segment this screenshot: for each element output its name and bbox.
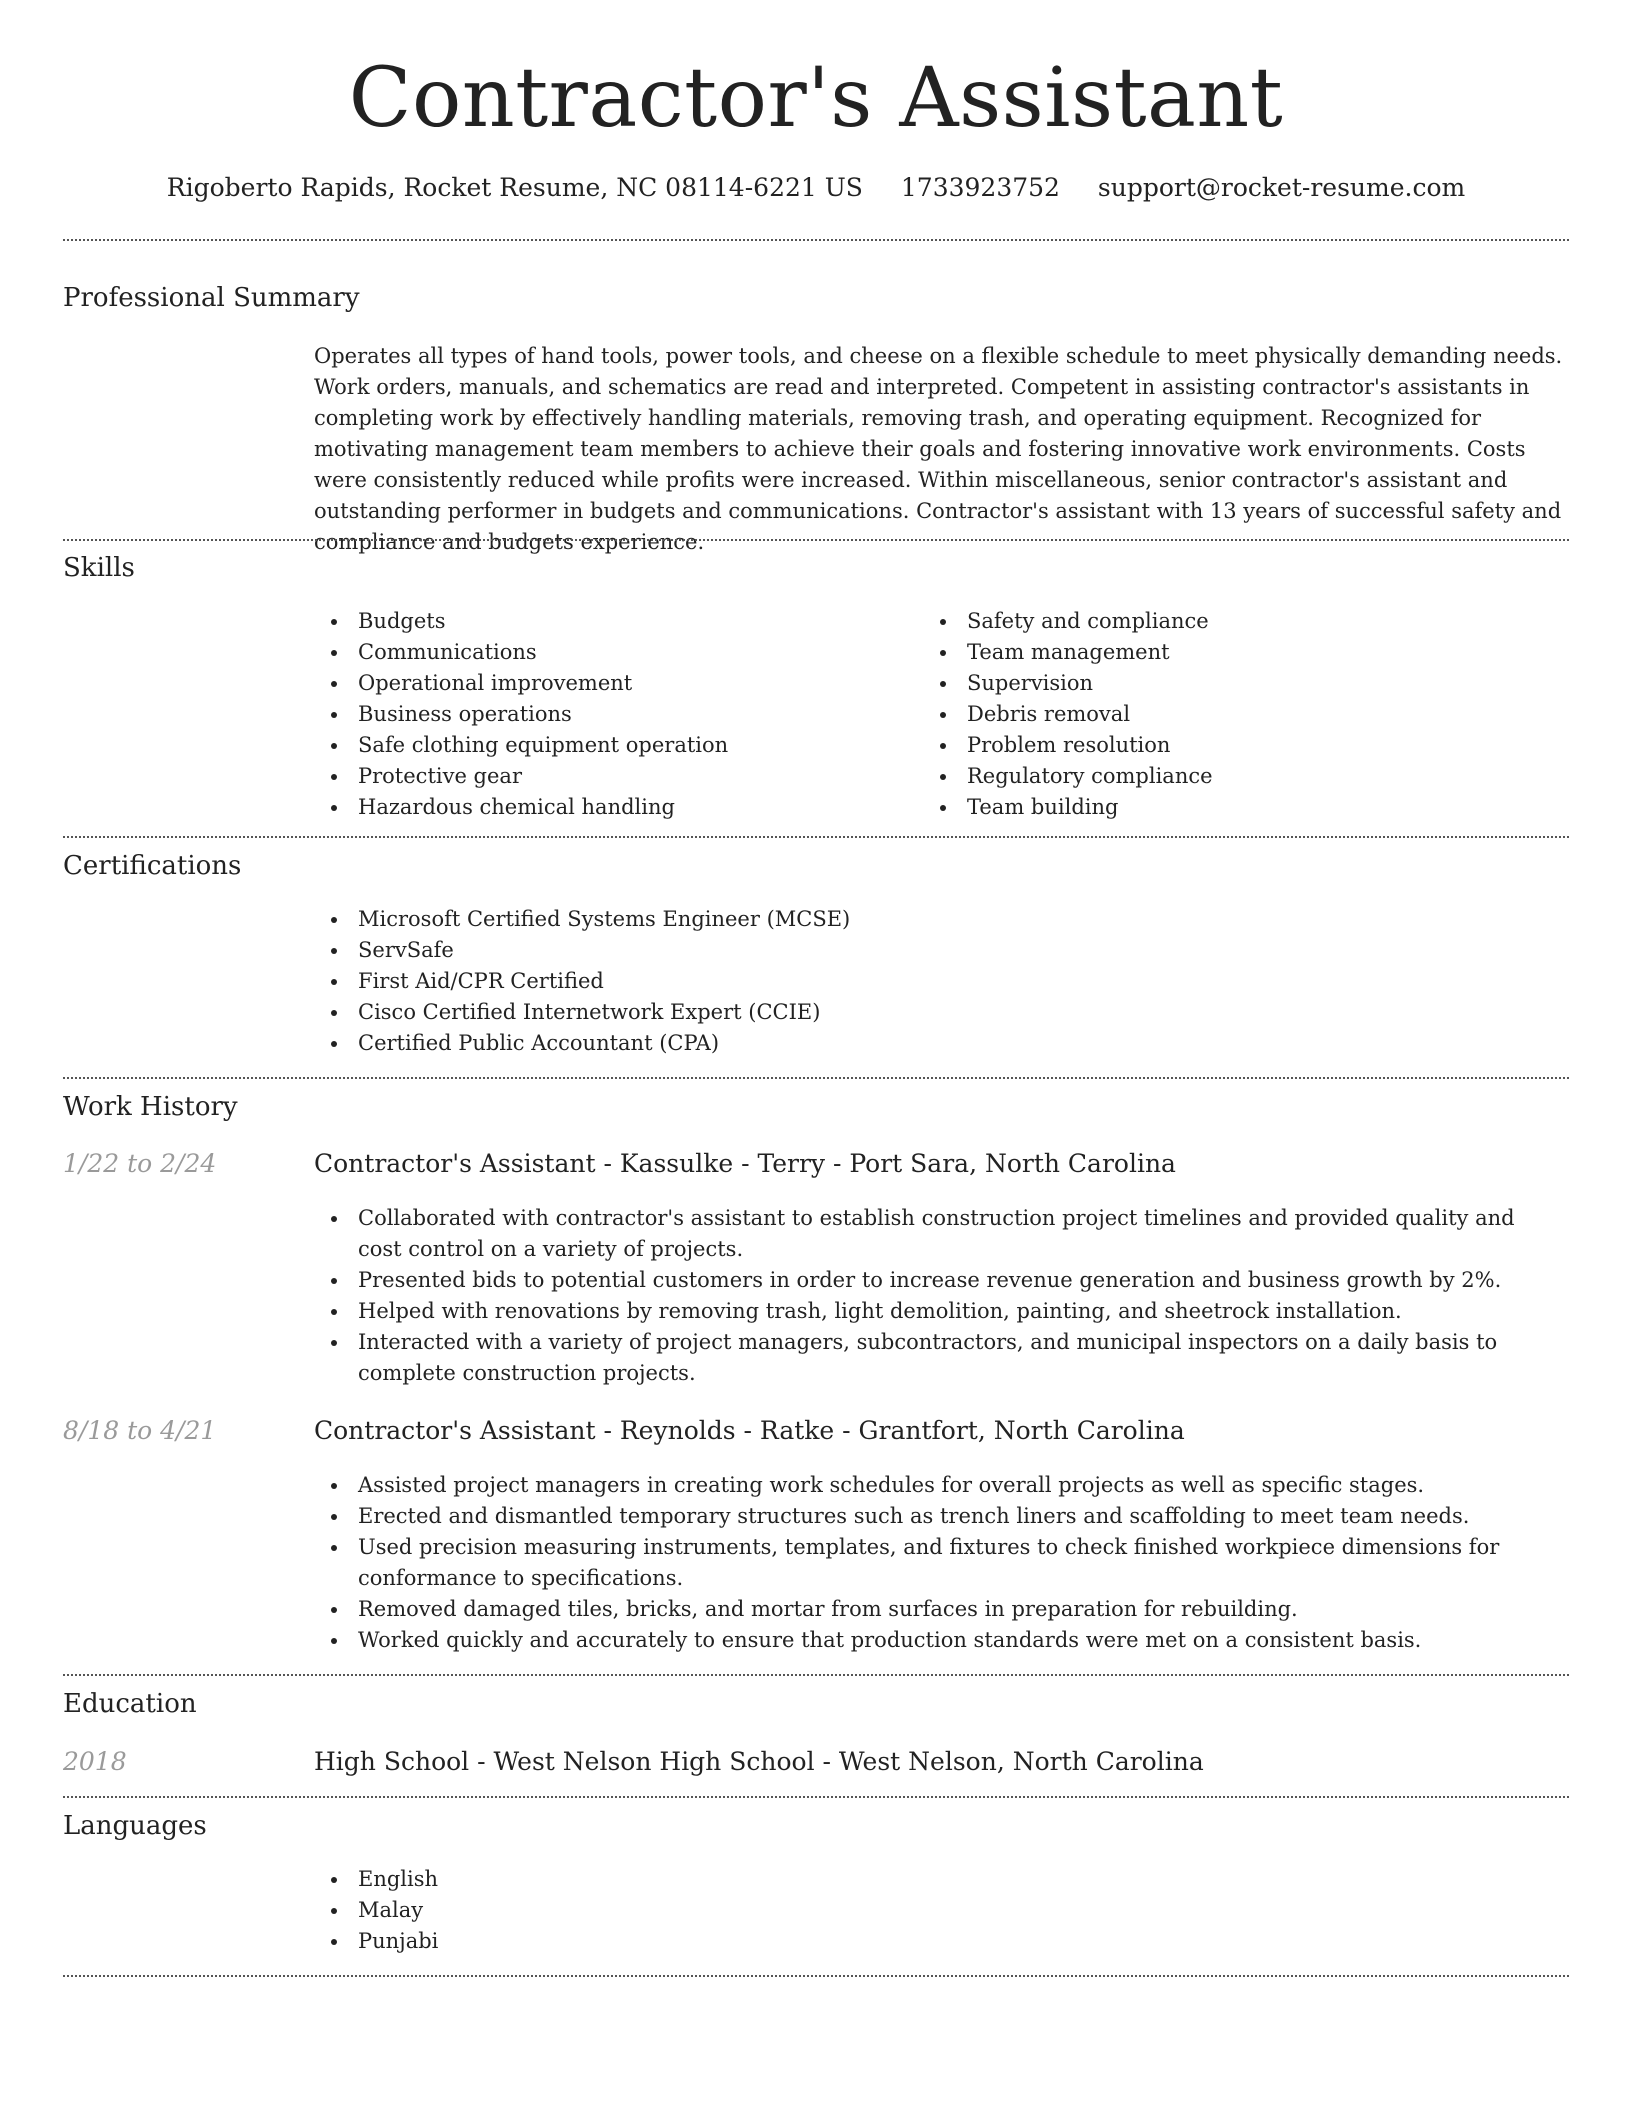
- skill-item: Protective gear: [314, 761, 914, 792]
- certification-item: ServSafe: [314, 935, 1514, 966]
- skill-item: Operational improvement: [314, 668, 914, 699]
- job-bullet: Removed damaged tiles, bricks, and mortar from surfaces in preparation for rebuilding.: [314, 1594, 1544, 1625]
- job-title: Contractor's Assistant - Reynolds - Ratke - Grantfort, North Carolina: [314, 1416, 1185, 1445]
- job-dates: 8/18 to 4/21: [63, 1416, 217, 1445]
- skill-item: Team building: [923, 792, 1523, 823]
- skills-list-left: [314, 606, 914, 823]
- skill-item: Team management: [923, 637, 1523, 668]
- contact-line: [0, 170, 1632, 206]
- job-dates: 1/22 to 2/24: [63, 1149, 217, 1178]
- skill-item: Debris removal: [923, 699, 1523, 730]
- certification-item: Cisco Certified Internetwork Expert (CCIE): [314, 997, 1514, 1028]
- education-entry: High School - West Nelson High School - West Nelson, North Carolina: [314, 1747, 1204, 1776]
- job-bullet: Assisted project managers in creating work schedules for overall projects as well as specific stages.: [314, 1470, 1544, 1501]
- summary-heading: Professional Summary: [63, 283, 360, 313]
- job-title: Contractor's Assistant - Kassulke - Terry - Port Sara, North Carolina: [314, 1149, 1176, 1178]
- summary-text: Operates all types of hand tools, power tools, and cheese on a flexible schedule to meet physically demanding needs. Work orders, manuals, and schematics are read and interpreted. Competent in assisting contractor's assistants in completing work by effectively handling materials, removing trash, and operating equipment. Recognized for motivating management team members to achieve their goals and fostering innovative work environments. Costs were consistently reduced while profits were increased. Within miscellaneous, senior contractor's assistant and outstanding performer in budgets and communications. Contractor's assistant with 13 years of successful safety and compliance and budgets experience.: [314, 344, 1563, 554]
- divider: [63, 539, 1569, 541]
- skills-list-right: [923, 606, 1523, 823]
- skill-item: Regulatory compliance: [923, 761, 1523, 792]
- divider: [63, 836, 1569, 838]
- work-history-heading: Work History: [63, 1092, 238, 1122]
- certification-item: First Aid/CPR Certified: [314, 966, 1514, 997]
- skill-item: Hazardous chemical handling: [314, 792, 914, 823]
- language-item: English: [314, 1864, 914, 1895]
- job-bullet: Collaborated with contractor's assistant to establish construction project timelines and provided quality and cost control on a variety of projects.: [314, 1203, 1544, 1265]
- skill-item: Communications: [314, 637, 914, 668]
- skill-item: Supervision: [923, 668, 1523, 699]
- education-heading: Education: [63, 1689, 197, 1719]
- email-link[interactable]: support@rocket-resume.com: [1097, 173, 1466, 202]
- skill-item: Budgets: [314, 606, 914, 637]
- job-bullet: Used precision measuring instruments, templates, and fixtures to check finished workpiece dimensions for conformance to specifications.: [314, 1532, 1544, 1594]
- certifications-heading: Certifications: [63, 851, 242, 881]
- skill-item: Business operations: [314, 699, 914, 730]
- divider: [63, 1796, 1569, 1798]
- job-bullet: Presented bids to potential customers in order to increase revenue generation and business growth by 2%.: [314, 1265, 1544, 1296]
- certifications-list: [314, 904, 1514, 1059]
- skills-heading: Skills: [63, 553, 135, 583]
- job-bullets: [314, 1470, 1544, 1656]
- job-bullet: Worked quickly and accurately to ensure that production standards were met on a consistent basis.: [314, 1625, 1544, 1656]
- phone-text: 1733923752: [900, 173, 1060, 202]
- languages-heading: Languages: [63, 1811, 207, 1841]
- resume-title: Contractor's Assistant: [348, 51, 1284, 146]
- skill-item: Problem resolution: [923, 730, 1523, 761]
- certification-item: Microsoft Certified Systems Engineer (MCSE): [314, 904, 1514, 935]
- divider: [63, 1674, 1569, 1676]
- address-text: Rigoberto Rapids, Rocket Resume, NC 08114-6221 US: [166, 173, 863, 202]
- skill-item: Safe clothing equipment operation: [314, 730, 914, 761]
- education-year: 2018: [63, 1747, 127, 1776]
- language-item: Malay: [314, 1895, 914, 1926]
- divider: [63, 1077, 1569, 1079]
- skill-item: Safety and compliance: [923, 606, 1523, 637]
- job-bullet: Erected and dismantled temporary structures such as trench liners and scaffolding to meet team needs.: [314, 1501, 1544, 1532]
- certification-item: Certified Public Accountant (CPA): [314, 1028, 1514, 1059]
- languages-list: [314, 1864, 914, 1957]
- divider: [63, 239, 1569, 241]
- language-item: Punjabi: [314, 1926, 914, 1957]
- job-bullet: Interacted with a variety of project managers, subcontractors, and municipal inspectors on a daily basis to complete construction projects.: [314, 1327, 1544, 1389]
- job-bullets: [314, 1203, 1544, 1389]
- job-bullet: Helped with renovations by removing trash, light demolition, painting, and sheetrock installation.: [314, 1296, 1544, 1327]
- divider: [63, 1975, 1569, 1977]
